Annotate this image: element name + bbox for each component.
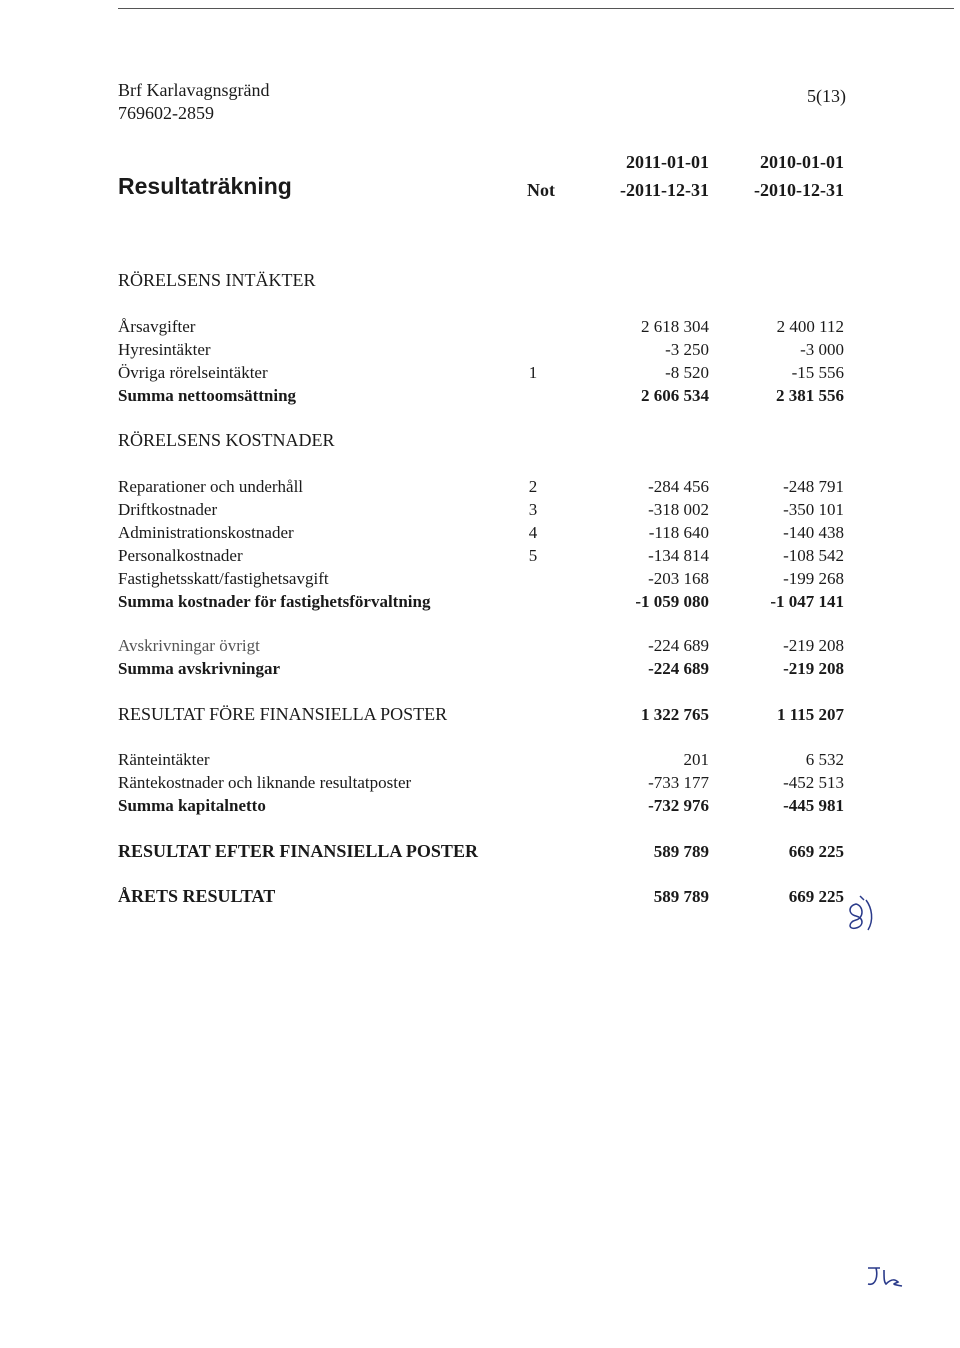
total-prior-value: -219 208 bbox=[783, 659, 844, 678]
row-prior-value: -248 791 bbox=[783, 477, 844, 496]
row-current-value: 201 bbox=[683, 750, 709, 769]
total-label: Summa avskrivningar bbox=[118, 659, 280, 678]
org-number: 769602-2859 bbox=[118, 103, 214, 123]
row-prior-value: -15 556 bbox=[791, 363, 844, 382]
year-result-prior: 669 225 bbox=[788, 887, 844, 906]
total-label: Summa nettoomsättning bbox=[118, 386, 297, 405]
row-label: Ränteintäkter bbox=[118, 750, 210, 769]
row-current-value: -203 168 bbox=[648, 569, 709, 588]
total-label: Summa kostnader för fastighetsförvaltning bbox=[118, 592, 431, 611]
handwritten-initials-signature bbox=[864, 1262, 906, 1292]
section-heading-costs: RÖRELSENS KOSTNADER bbox=[118, 430, 335, 450]
statement-title: Resultaträkning bbox=[118, 173, 292, 199]
row-prior-value: -108 542 bbox=[783, 546, 844, 565]
row-label: Övriga rörelseintäkter bbox=[118, 363, 268, 382]
year-result-label: ÅRETS RESULTAT bbox=[118, 886, 276, 906]
handwritten-page-mark bbox=[842, 890, 882, 932]
row-label: Personalkostnader bbox=[118, 546, 243, 565]
result-before-financial-prior: 1 115 207 bbox=[776, 705, 844, 724]
row-prior-value: -140 438 bbox=[783, 523, 844, 542]
row-prior-value: 2 400 112 bbox=[776, 317, 844, 336]
row-label: Fastighetsskatt/fastighetsavgift bbox=[118, 569, 329, 588]
section-heading-revenue: RÖRELSENS INTÄKTER bbox=[118, 270, 316, 290]
year-result-current: 589 789 bbox=[653, 887, 709, 906]
total-current-value: -224 689 bbox=[648, 659, 709, 678]
total-current-value: 2 606 534 bbox=[641, 386, 709, 405]
row-prior-value: -3 000 bbox=[800, 340, 844, 359]
row-label: Avskrivningar övrigt bbox=[118, 636, 260, 655]
row-note-ref: 3 bbox=[528, 500, 538, 519]
row-current-value: 2 618 304 bbox=[641, 317, 709, 336]
result-after-financial-current: 589 789 bbox=[653, 842, 709, 861]
total-prior-value: -445 981 bbox=[783, 796, 844, 815]
row-label: Årsavgifter bbox=[118, 317, 196, 336]
row-current-value: -134 814 bbox=[648, 546, 709, 565]
total-prior-value: -1 047 141 bbox=[770, 592, 844, 611]
row-prior-value: -199 268 bbox=[783, 569, 844, 588]
note-column-header: Not bbox=[527, 180, 555, 200]
company-name: Brf Karlavagnsgränd bbox=[118, 80, 270, 100]
row-label: Reparationer och underhåll bbox=[118, 477, 304, 496]
row-label: Hyresintäkter bbox=[118, 340, 211, 359]
row-label: Räntekostnader och liknande resultatposter bbox=[118, 773, 412, 792]
result-after-financial-label: RESULTAT EFTER FINANSIELLA POSTER bbox=[118, 841, 478, 861]
result-before-financial-label: RESULTAT FÖRE FINANSIELLA POSTER bbox=[118, 704, 448, 724]
page-top-rule bbox=[118, 8, 954, 9]
row-label: Administrationskostnader bbox=[118, 523, 294, 542]
prior-period-start: 2010-01-01 bbox=[760, 152, 844, 172]
total-current-value: -1 059 080 bbox=[635, 592, 709, 611]
total-current-value: -732 976 bbox=[648, 796, 709, 815]
current-period-end: -2011-12-31 bbox=[620, 180, 709, 200]
row-current-value: -3 250 bbox=[665, 340, 709, 359]
row-note-ref: 2 bbox=[528, 477, 538, 496]
page-number: 5(13) bbox=[807, 86, 846, 106]
row-current-value: -318 002 bbox=[648, 500, 709, 519]
row-current-value: -118 640 bbox=[648, 523, 709, 542]
row-note-ref: 5 bbox=[528, 546, 538, 565]
row-prior-value: -452 513 bbox=[783, 773, 844, 792]
row-current-value: -733 177 bbox=[648, 773, 709, 792]
row-note-ref: 4 bbox=[528, 523, 538, 542]
current-period-start: 2011-01-01 bbox=[626, 152, 709, 172]
row-prior-value: -219 208 bbox=[783, 636, 844, 655]
prior-period-end: -2010-12-31 bbox=[754, 180, 844, 200]
total-prior-value: 2 381 556 bbox=[776, 386, 844, 405]
result-after-financial-prior: 669 225 bbox=[788, 842, 844, 861]
row-note-ref: 1 bbox=[528, 363, 538, 382]
row-prior-value: 6 532 bbox=[805, 750, 844, 769]
row-current-value: -284 456 bbox=[648, 477, 709, 496]
total-label: Summa kapitalnetto bbox=[118, 796, 266, 815]
row-prior-value: -350 101 bbox=[783, 500, 844, 519]
row-label: Driftkostnader bbox=[118, 500, 218, 519]
row-current-value: -224 689 bbox=[648, 636, 709, 655]
result-before-financial-current: 1 322 765 bbox=[641, 705, 709, 724]
row-current-value: -8 520 bbox=[665, 363, 709, 382]
